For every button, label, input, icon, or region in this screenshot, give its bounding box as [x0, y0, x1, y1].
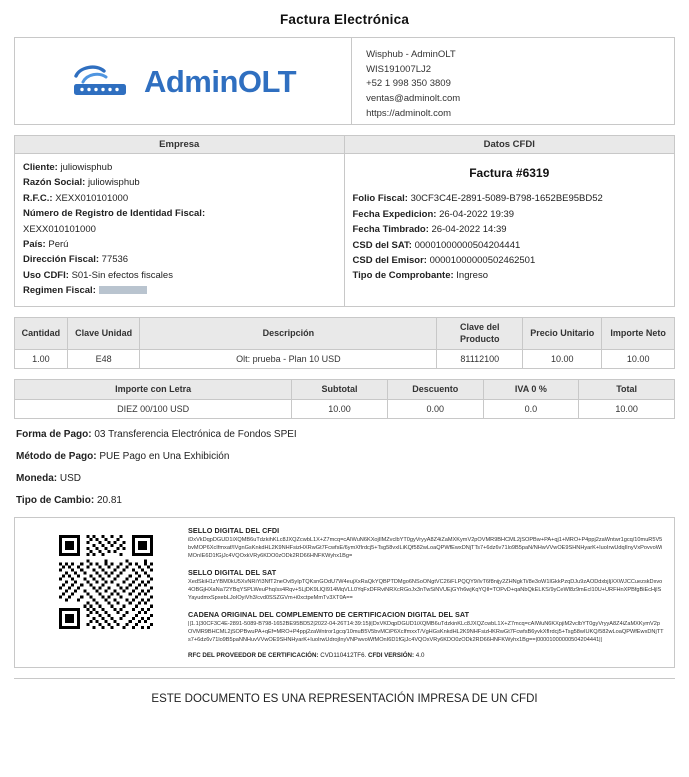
sello-sat-value: XedSkiH1zYBM0kU5XvNRiYi3NfT2neOvi5yIpTQKsnGOdU7W4eujXxRaQkYQBPTDMgo6NSoONgtVC26iFLPQQY9/lvT6f8nijy2ZHNgkTi/8e3oW1lGkkPzqDJu9zAODdxbjIjXXWJCCuezskDxvo4OBGjHXaNa72YBqYSPLWeuPhq/ss4Rqv+5LjDK9LlQI914MqVLL0YqFxDFRviNRXcRGoJx3nTwSiNVUEjGYh6wjKqYQIl=TOPvD+qaNbQkELKS/9yCeWl8z9mEcl10U+URFHnXPBfgBiEcHjlSYayudmxSpxebLJoIOyiVh3/cvd0SSZGVm+i0xctpeMmTv3XT0A==: [188, 578, 663, 601]
cell-iva: 0.0: [483, 400, 579, 419]
seal-texts: [188, 526, 666, 658]
cell-descuento: 0.00: [387, 400, 483, 419]
moneda-value: USD: [59, 473, 82, 485]
direccion-row: [23, 252, 336, 267]
regimen-row: [23, 283, 336, 298]
col-precio-unitario: Precio Unitario: [523, 318, 602, 350]
pais-row: [23, 237, 336, 252]
footer-note: ESTE DOCUMENTO ES UNA REPRESENTACIÓN IMPRESA DE UN CFDI: [14, 678, 675, 705]
timbrado-label: Fecha Timbrado:: [352, 224, 429, 236]
tipo-cambio-value: 20.81: [96, 495, 122, 507]
seal-footer: [188, 652, 664, 659]
timbrado-value: 26-04-2022 14:39: [431, 224, 507, 236]
issuer-rfc: WIS191007LJ2: [366, 63, 432, 75]
cell-subtotal: 10.00: [292, 400, 388, 419]
col-subtotal: Subtotal: [292, 379, 388, 399]
forma-pago-line: [16, 429, 675, 440]
cadena-original-title: CADENA ORIGINAL DEL COMPLEMENTO DE CERTIFICACION DIGITAL DEL SAT: [188, 609, 470, 619]
rfc-label: R.F.C.:: [23, 192, 53, 204]
expedicion-label: Fecha Expedicion:: [352, 208, 437, 220]
timbrado-row: [353, 222, 667, 237]
csd-sat-row: [353, 238, 667, 253]
cadena-original-value: ||1.1|30CF3C4E-2891-5089-B798-1652BE95BD52|2022-04-26T14:39:15|i|DxVKDqpDGUD1iXQMB6uTdzkinKLc8JXQZcwbL1X+Z7mcq=cAIWuN6KXpjiM2vclbYT0gyVryyA8Z4iZaMXKymV2pOVMR9BHCML2jSOPBwuPA+qEf=MRO+P4ppj2zaWntror1gcq/10muB5V5bvMCiP6XcIfmxxT/VgHGsKnkdHL2K9NHFsizHKRwGt7FcwfsB6yvkXfIrdcj5+Tsg58wIUKQ/582wLoaQPWfEwxDNjTTs7+6dz6v71lo9B5paNNHuvVVwOE9SHNHyarK+IuoIrwUdrojInyVNPwvoWfMOnI6D1fGjJc4VQOxVRy6KDO0zODk2RD66HNFKWyhx1Bg==|00001000000504204441||: [188, 620, 664, 643]
tipo-comprobante-row: [353, 268, 667, 283]
cliente-label: Cliente:: [23, 162, 58, 173]
pais-label: País:: [23, 238, 46, 250]
invoice-number: Factura #6319: [469, 166, 550, 180]
cliente-value: juliowisphub: [60, 162, 113, 173]
cfdi-version-value: 4.0: [415, 651, 425, 659]
sello-sat-title: SELLO DIGITAL DEL SAT: [188, 567, 277, 577]
rfc-row: [23, 191, 336, 206]
usocfdi-value: S01-Sin efectos fiscales: [71, 269, 173, 281]
concepts-header-row: [15, 318, 675, 350]
totals-header-row: [15, 379, 675, 399]
direccion-label: Dirección Fiscal:: [23, 254, 100, 266]
direccion-value: 77536: [101, 254, 129, 266]
totals-table: [14, 379, 675, 419]
col-importe-letra: Importe con Letra: [15, 379, 292, 399]
cell-importe-letra: DIEZ 00/100 USD: [15, 400, 292, 419]
cfdi-panel: [345, 136, 675, 306]
issuer-phone: +52 1 998 350 3809: [366, 78, 451, 90]
rfc-value: XEXX010101000: [55, 192, 129, 204]
cliente-row: [23, 160, 336, 175]
page-title: Factura Electrónica: [279, 12, 410, 27]
folio-label: Folio Fiscal:: [352, 193, 408, 205]
cell-clave-unidad: E48: [67, 349, 140, 368]
expedicion-row: [353, 207, 667, 222]
col-descuento: Descuento: [387, 379, 483, 399]
issuer-email: ventas@adminolt.com: [366, 93, 461, 105]
col-clave-unidad: Clave Unidad: [67, 318, 140, 350]
cell-total: 10.00: [579, 400, 675, 419]
csd-emisor-row: [353, 253, 667, 268]
razon-value: juliowisphub: [87, 177, 140, 189]
sello-cfdi-title: SELLO DIGITAL DEL CFDI: [188, 526, 280, 536]
issuer-info: [352, 38, 674, 124]
metodo-pago-label: Método de Pago:: [16, 451, 97, 463]
csd-emisor-value: 00001000000502462501: [429, 254, 536, 266]
col-clave-producto: Clave del Producto: [437, 318, 523, 350]
logo: [70, 62, 296, 100]
cfdi-body: [345, 154, 675, 292]
proveedor-rfc-label: RFC DEL PROVEEDOR DE CERTIFICACIÓN:: [188, 651, 319, 659]
registro-value-row: XEXX010101000: [23, 223, 96, 235]
metodo-pago-value: PUE Pago en Una Exhibición: [99, 451, 230, 463]
cell-cantidad: 1.00: [15, 349, 68, 368]
usocfdi-label: Uso CDFI:: [23, 269, 69, 281]
col-iva: IVA 0 %: [483, 379, 579, 399]
cell-clave-producto: 81112100: [437, 349, 523, 368]
folio-value: 30CF3C4E-2891-5089-B798-1652BE95BD52: [410, 193, 603, 205]
tipo-cambio-label: Tipo de Cambio:: [16, 495, 95, 507]
tipo-comprobante-label: Tipo de Comprobante:: [352, 270, 454, 282]
cfdi-heading: Datos CFDI: [345, 136, 675, 154]
logo-cell: [15, 38, 352, 124]
logo-text: AdminOLT: [143, 63, 297, 99]
razon-label: Razón Social:: [23, 177, 86, 189]
moneda-label: Moneda:: [16, 473, 58, 485]
cfdi-version-label: CFDI VERSIÓN:: [367, 651, 415, 659]
moneda-line: [16, 473, 675, 484]
tipo-cambio-line: [16, 495, 675, 506]
forma-pago-label: Forma de Pago:: [16, 429, 92, 441]
totals-row: [15, 400, 675, 419]
pais-value: Perú: [48, 238, 69, 250]
csd-sat-value: 00001000000504204441: [414, 239, 521, 251]
forma-pago-value: 03 Transferencia Electrónica de Fondos SPEI: [94, 429, 297, 441]
razon-row: [23, 175, 336, 190]
regimen-redacted-value: [99, 286, 147, 294]
registro-label-row: [23, 206, 336, 221]
sello-cfdi-value: iDxVkDqpDGUD1iXQMB6uTdzkihKLc8JXQZcwbL1X+Z7mcq=cAIWuN6KXojIlMZvclbYT0gyVryyA8Z4iZaMXKymV2pOVMR9BHCML2jSOPBw+PA+qj1+MRO+P4ppj2zaWntwr1gcq/10muR5V5bvMOP6XcIfmxaf/IVgnGsKnkdHL2K9NHFsizHXRwGt7FcwfsE/6ymXfIrdcj5+Tsg58vxILiKQf582wLoaQPWfEwxDNjTTs7+6dz6v71lo9B5paN/NHwVVwOE9SHNHyarK+IuoIrwUdqIInyVxPovvoWiMOnIE6D1fGjJc4VQOxkVRy6KDO0zODk2RD66HNFKWyhx1Bg=: [188, 537, 663, 559]
folio-row: [353, 191, 667, 206]
usocfdi-row: [23, 268, 336, 283]
cell-importe-neto: 10.00: [602, 349, 675, 368]
empresa-heading: Empresa: [15, 136, 344, 154]
table-row: [15, 349, 675, 368]
empresa-panel: [15, 136, 345, 306]
header-box: [14, 37, 675, 125]
col-importe-neto: Importe Neto: [602, 318, 675, 350]
col-descripcion: Descripción: [140, 318, 437, 350]
col-total: Total: [579, 379, 675, 399]
regimen-label: Regimen Fiscal:: [23, 285, 96, 296]
router-icon: [70, 62, 140, 100]
concepts-table: [14, 317, 675, 369]
qr-code-icon: [56, 532, 156, 634]
cell-precio-unitario: 10.00: [523, 349, 602, 368]
proveedor-rfc-value: CVD110412TF6.: [320, 651, 367, 659]
seal-section: [14, 517, 675, 667]
metodo-pago-line: [16, 451, 675, 462]
expedicion-value: 26-04-2022 19:39: [439, 208, 515, 220]
csd-sat-label: CSD del SAT:: [352, 239, 412, 251]
info-section: [14, 135, 675, 307]
empresa-body: [15, 154, 344, 306]
registro-label: Número de Registro de Identidad Fiscal:: [23, 208, 206, 220]
cell-descripcion: Olt: prueba - Plan 10 USD: [140, 349, 437, 368]
col-cantidad: Cantidad: [15, 318, 68, 350]
qr-cell: [23, 526, 188, 658]
tipo-comprobante-value: Ingreso: [456, 270, 488, 282]
csd-emisor-label: CSD del Emisor:: [352, 254, 427, 266]
issuer-website: https://adminolt.com: [366, 107, 452, 119]
issuer-name: Wisphub - AdminOLT: [366, 49, 456, 60]
